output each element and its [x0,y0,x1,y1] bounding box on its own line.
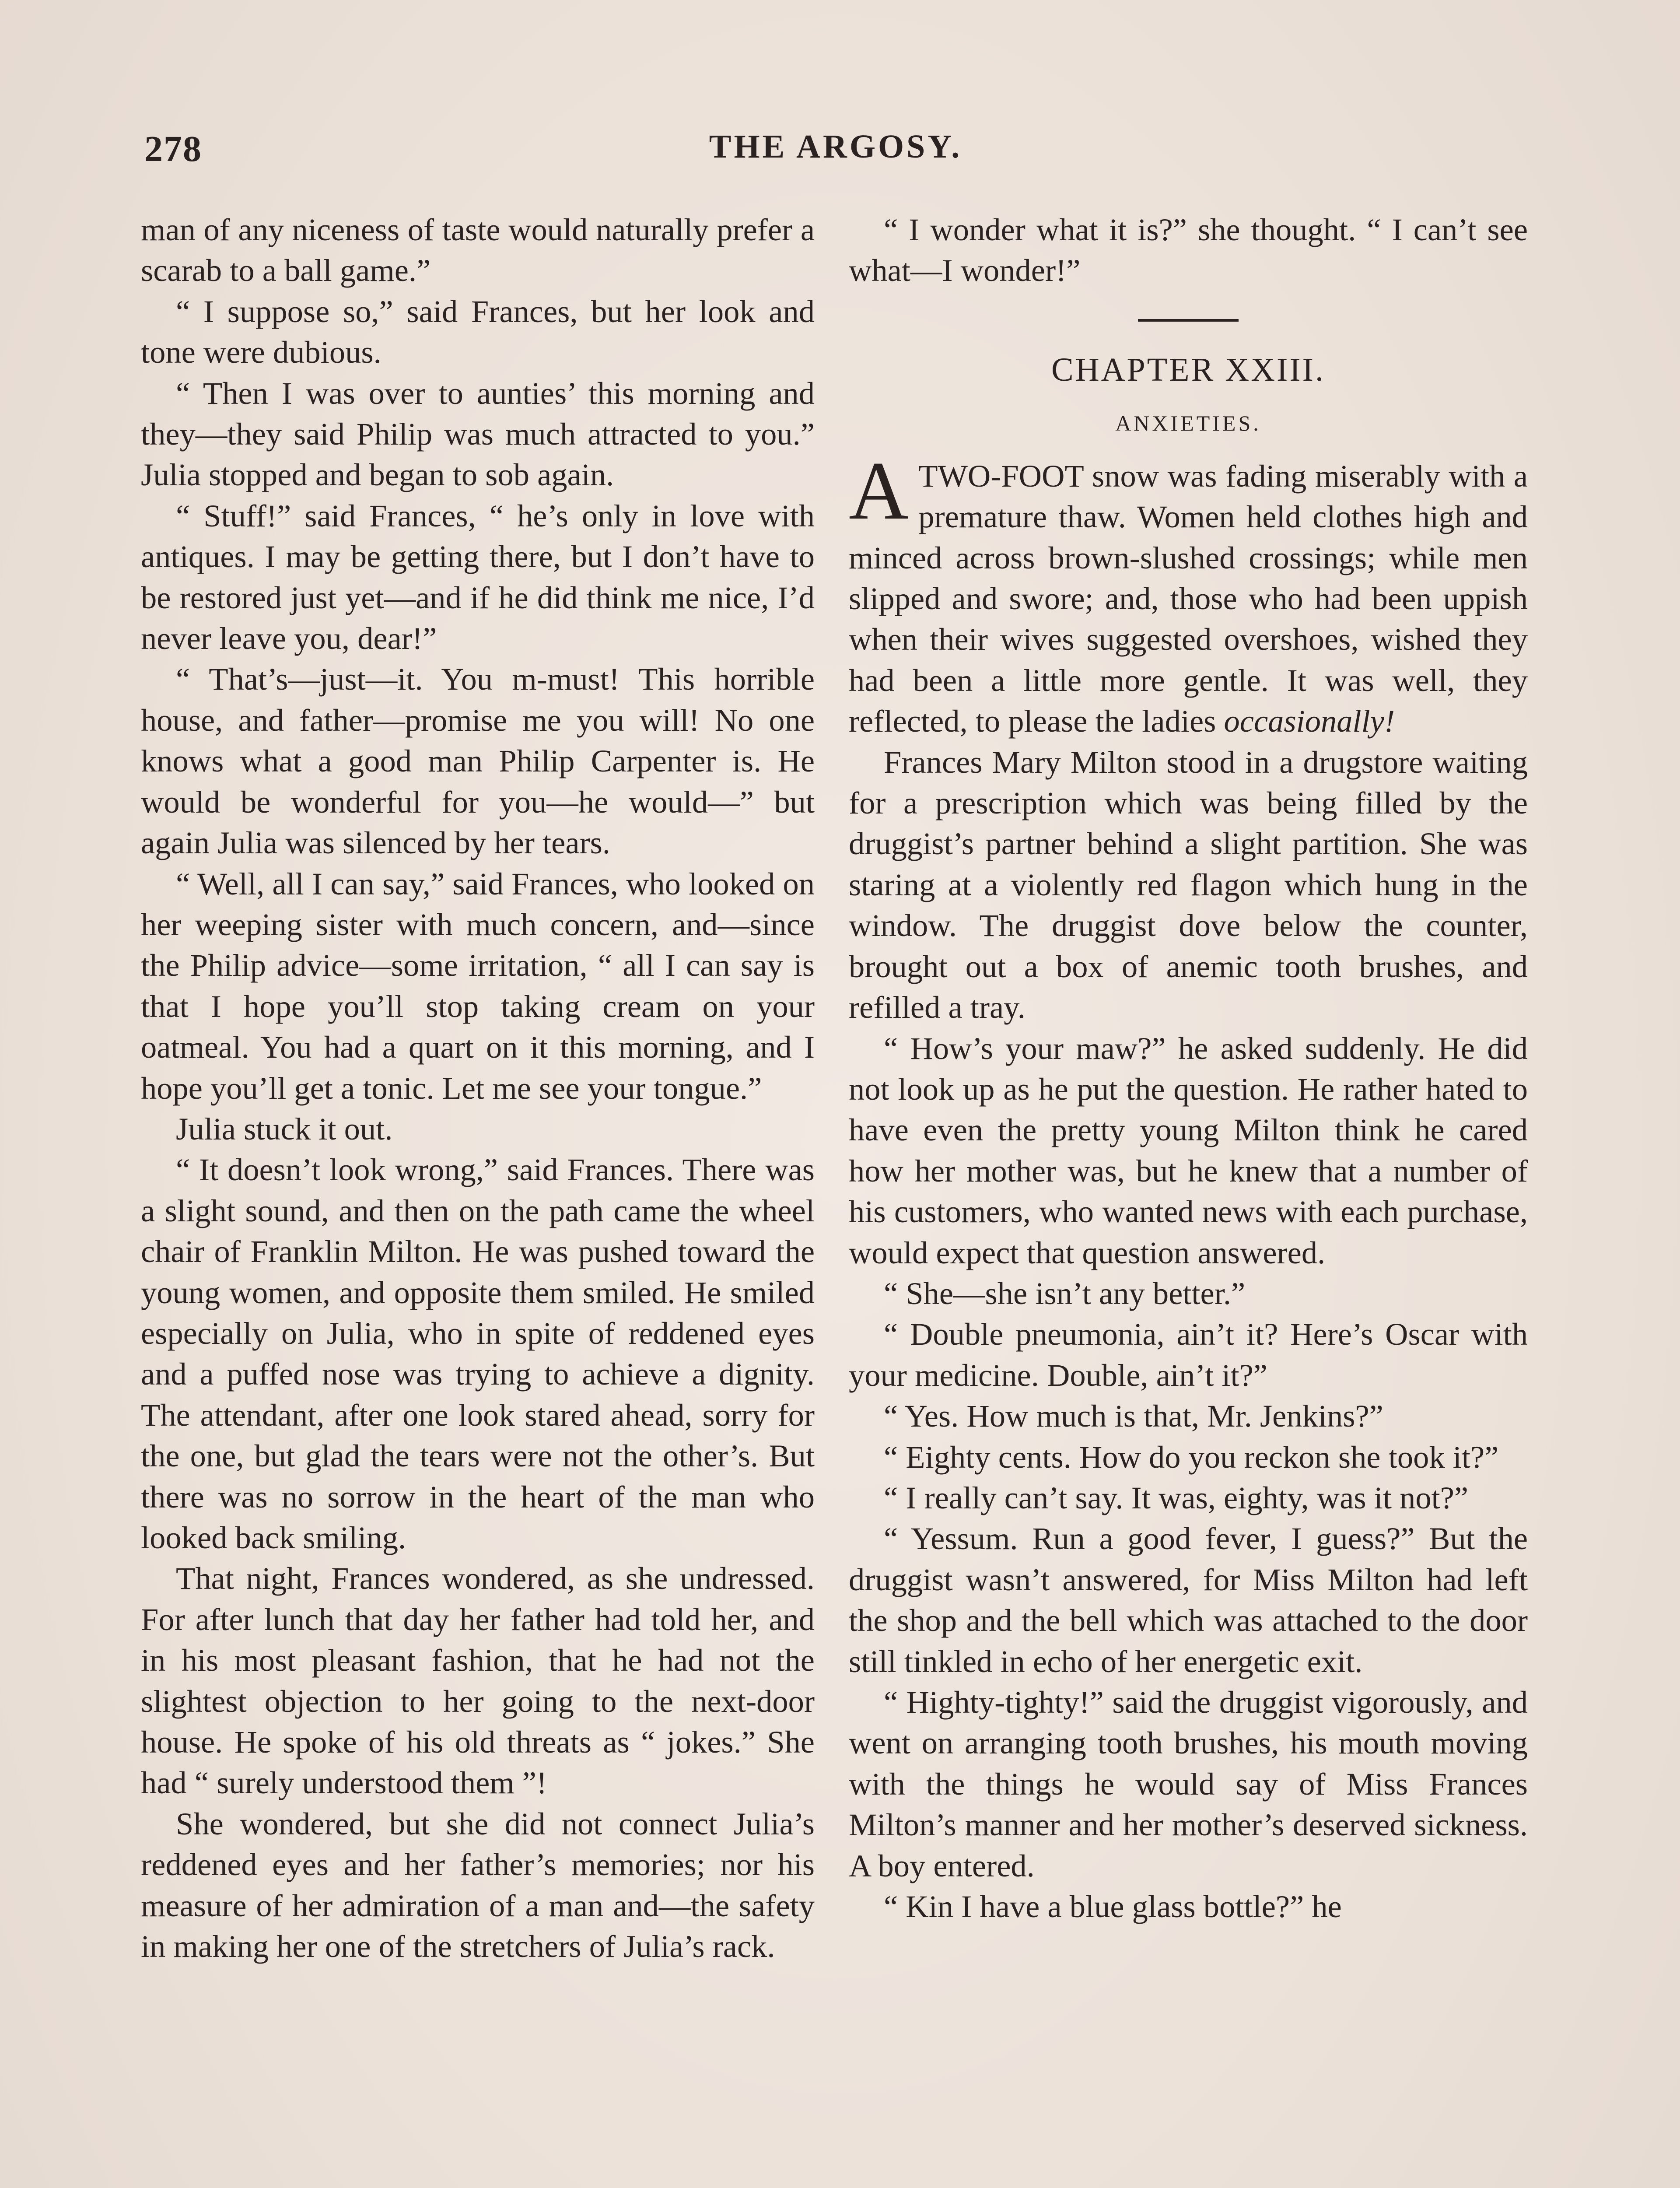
left-column [141,209,815,1967]
paragraph: “ Well, all I can say,” said Frances, who looked on her weeping sister with much concern, and—since the Philip advice—some irritation, “ all I can say is that I hope you’ll stop taking cream on your oatmeal. You had a quart on it this morning, and I hope you’ll get a tonic. Let me see your tongue.” [141,866,815,1106]
paragraph: “ Eighty cents. How do you reckon she took it?” [884,1439,1499,1475]
opening-text: TWO-FOOT snow was fading miserably with a premature thaw. Women held clothes high and minced across brown-slushed crossings; while men slipped and swore; and, those who had been uppish when their wives suggested overshoes, wished they had been a little more gentle. It was well, they reflected, to please the ladies [849,458,1528,739]
paragraph: “ Double pneumonia, ain’t it? Here’s Oscar with your medicine. Double, ain’t it?” [849,1316,1528,1393]
paragraph: “ Yessum. Run a good fever, I guess?” But the druggist wasn’t answered, for Miss Milton had left the shop and the bell which was attached to the door still tinkled in echo of her energetic exit. [849,1521,1528,1679]
paragraph: “ Highty-tighty!” said the druggist vigorously, and went on arranging tooth brushes, his mouth moving with the things he would say of Miss Frances Milton’s manner and her mother’s deserved sickness. A boy entered. [849,1684,1528,1883]
drop-cap: A [849,445,909,537]
paragraph: “ That’s—just—it. You m-must! This horrible house, and father—promise me you will! No one knows what a good man Philip Carpenter is. He would be wonderful for you—he would—” but again Julia was silenced by her tears. [141,661,815,861]
paragraph: “ I suppose so,” said Frances, but her look and tone were dubious. [141,293,815,370]
running-head: THE ARGOSY. [709,128,962,165]
page-header [144,128,1527,176]
paragraph: “ I really can’t say. It was, eighty, was it not?” [884,1480,1469,1515]
chapter-subtitle: ANXIETIES. [1115,410,1261,435]
paragraph: She wondered, but she did not connect Julia’s reddened eyes and her father’s memories; nor his measure of her admiration of a man and—the safety in making her one of the stretchers of Julia’s rack. [141,1806,815,1964]
paragraph: “ Yes. How much is that, Mr. Jenkins?” [884,1398,1383,1434]
chapter-heading: CHAPTER XXIII. [1051,351,1325,388]
paragraph: “ Then I was over to aunties’ this morning and they—they said Philip was much attracted to you.” Julia stopped and began to sob again. [141,375,815,493]
paragraph: man of any niceness of taste would naturally prefer a scarab to a ball game.” [141,212,815,288]
paragraph: Frances Mary Milton stood in a drugstore waiting for a prescription which was being filled by the druggist’s partner behind a slight partition. She was staring at a violently red flagon which hung in the window. The druggist dove below the counter, brought out a box of anemic tooth brushes, and refilled a tray. [849,744,1528,1025]
page-number: 278 [144,129,202,169]
paragraph: “ She—she isn’t any better.” [884,1275,1246,1311]
paragraph: “ How’s your maw?” he asked suddenly. He did not look up as he put the question. He rather hated to have even the pretty young Milton think he cared how her mother was, but he knew that a number of his customers, who wanted news with each purchase, would expect that question answered. [849,1030,1528,1270]
chapter-opening-paragraph [849,445,1528,742]
paragraph: “ It doesn’t look wrong,” said Frances. There was a slight sound, and then on the path came the wheel chair of Franklin Milton. He was pushed toward the young women, and opposite them smiled. He smiled especially on Julia, who in spite of reddened eyes and a puffed nose was trying to achieve a dignity. The attendant, after one look stared ahead, sorry for the one, but glad the tears were not the other’s. But there was no sorrow in the heart of the man who looked back smiling. [141,1152,815,1555]
paragraph: “ I wonder what it is?” she thought. “ I can’t see what—I wonder!” [849,212,1528,288]
paragraph: “ Stuff!” said Frances, “ he’s only in love with antiques. I may be getting there, but I don’t have to be restored just yet—and if he did think me nice, I’d never leave you, dear!” [141,498,815,656]
opening-emphasis: occasionally! [1224,703,1395,739]
right-column [849,209,1528,1927]
paragraph: That night, Frances wondered, as she undressed. For after lunch that day her father had told her, and in his most pleasant fashion, that he had not the slightest objection to her going to the next-door house. He spoke of his old threats as “ jokes.” She had “ surely understood them ”! [141,1560,815,1801]
section-divider [1138,319,1239,322]
paragraph: Julia stuck it out. [176,1111,393,1147]
paragraph: “ Kin I have a blue glass bottle?” he [884,1889,1342,1925]
